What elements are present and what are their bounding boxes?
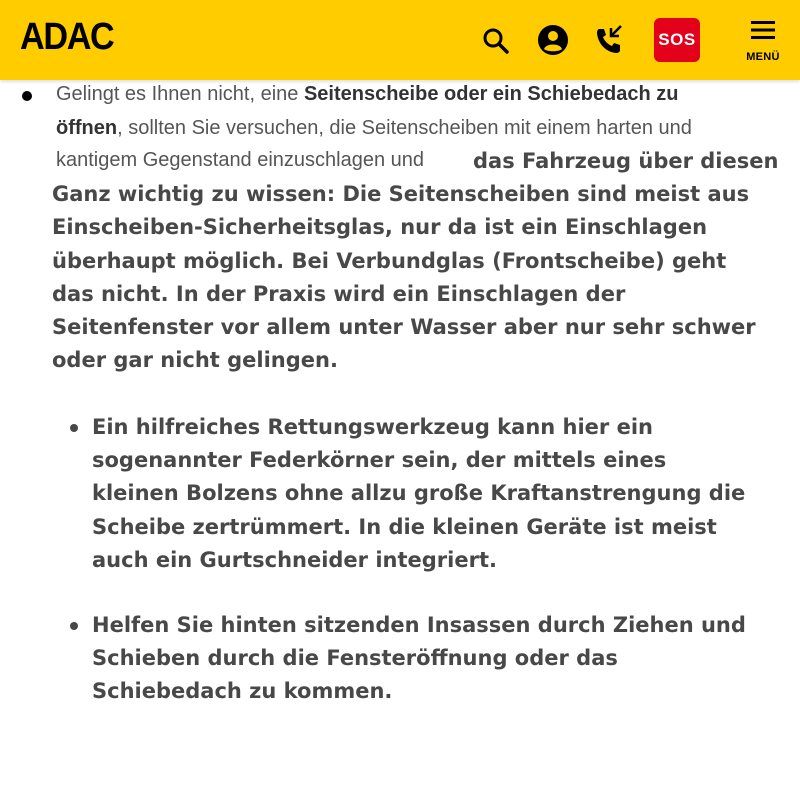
list-item-line: Schieben durch die Fensteröffnung oder das <box>92 646 618 671</box>
snippet-text: , sollten Sie versuchen, die Seitenscheiben mit einem harten und <box>117 117 692 139</box>
adac-logo[interactable]: ADAC <box>20 16 114 58</box>
list-item <box>92 411 792 577</box>
snippet-text: Gelingt es Ihnen nicht, eine <box>56 83 304 105</box>
paragraph-line: das nicht. In der Praxis wird ein Einschlagen der <box>52 281 626 306</box>
paragraph-line: das Fahrzeug über diesen <box>473 149 779 173</box>
snippet-line-3: kantigem Gegenstand einzuschlagen und <box>56 149 425 171</box>
snippet-bold-text: öffnen <box>56 117 118 139</box>
list-item-line: Schiebedach zu kommen. <box>92 679 393 704</box>
site-header <box>0 0 800 80</box>
article-paragraph <box>52 145 800 377</box>
list-item-line: sogenannter Federkörner sein, der mittels eines <box>92 448 667 473</box>
list-item-line: Helfen Sie hinten sitzenden Insassen durch Ziehen und <box>92 613 746 637</box>
paragraph-line: oder gar nicht gelingen. <box>52 348 338 373</box>
list-bullet <box>70 424 78 432</box>
list-item <box>92 609 792 709</box>
paragraph-line: Ganz wichtig zu wissen: Die Seitenscheiben sind meist aus <box>52 182 750 207</box>
sos-button[interactable]: SOS <box>654 18 700 62</box>
account-icon[interactable] <box>537 24 569 56</box>
snippet-line-1 <box>56 83 679 106</box>
menu-button[interactable] <box>740 20 786 66</box>
snippet-line-2 <box>56 117 692 140</box>
list-item-line: Scheibe zertrümmert. In die kleinen Geräte ist meist <box>92 514 717 539</box>
menu-label: MENÜ <box>746 51 780 63</box>
menu-icon <box>751 20 775 40</box>
snippet-bold-text: Seitenscheibe oder ein Schiebedach zu <box>303 83 679 105</box>
phone-icon[interactable] <box>592 24 626 58</box>
paragraph-line: Seitenfenster vor allem unter Wasser aber nur sehr schwer <box>52 314 756 339</box>
list-item-line: kleinen Bolzens ohne allzu große Kraftanstrengung die <box>92 481 746 506</box>
paragraph-line: überhaupt möglich. Bei Verbundglas (Frontscheibe) geht <box>52 248 727 273</box>
search-icon[interactable] <box>481 26 511 56</box>
paragraph-line: Einscheiben-Sicherheitsglas, nur da ist ein Einschlagen <box>52 215 708 240</box>
bullet-dot <box>22 91 32 101</box>
list-item-line: Ein hilfreiches Rettungswerkzeug kann hier ein <box>92 415 653 439</box>
list-bullet <box>70 622 78 630</box>
list-item-line: auch ein Gurtschneider integriert. <box>92 547 497 572</box>
